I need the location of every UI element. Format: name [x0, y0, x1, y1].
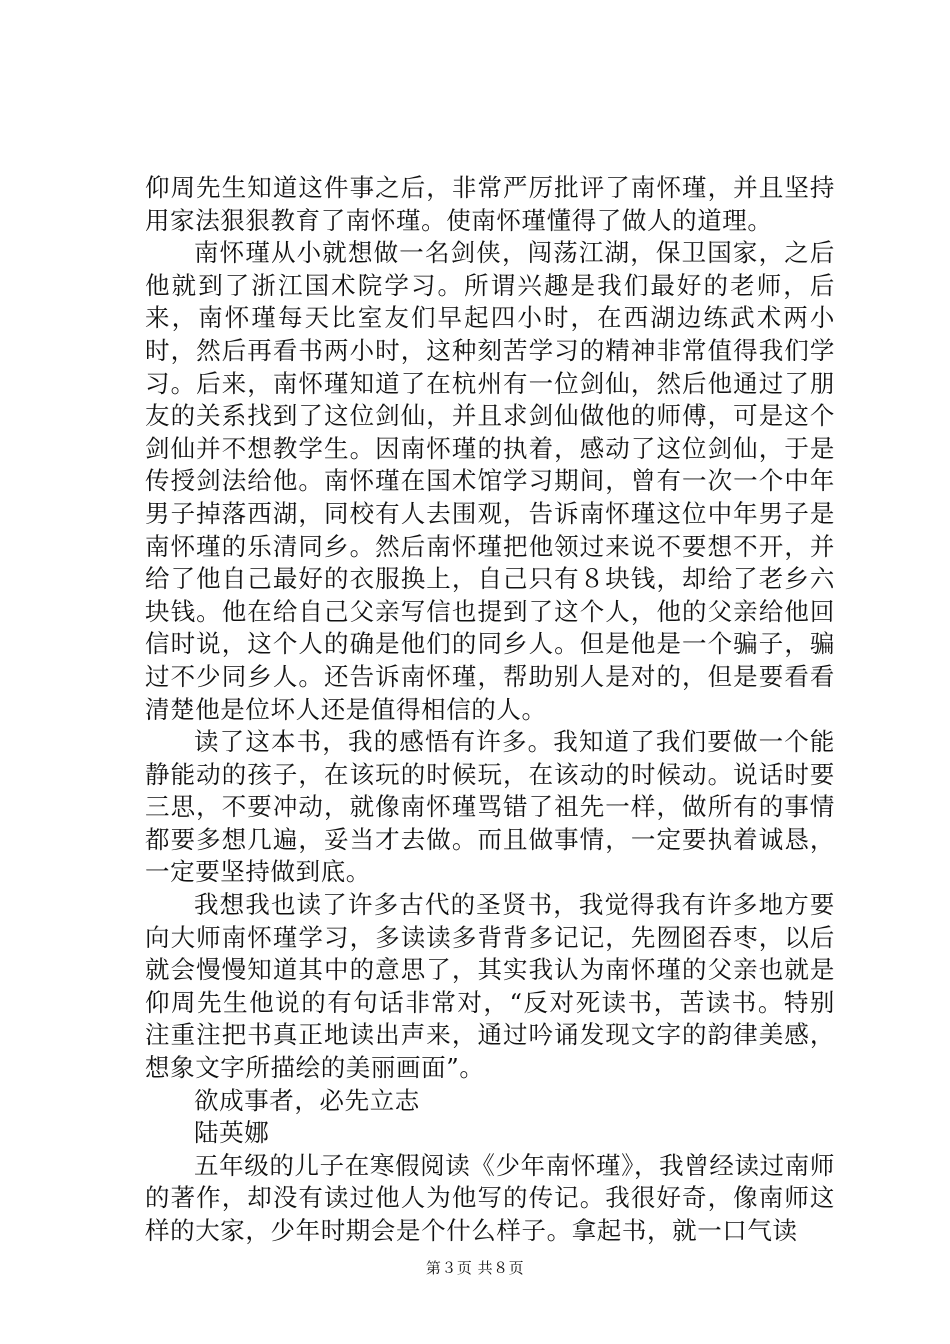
paragraph-final: 五年级的儿子在寒假阅读《少年南怀瑾》，我曾经读过南师的著作，却没有读过他人为他写的传记。我很好奇，像南师这样的大家，少年时期会是个什么样子。拿起书，就一口气读: [145, 1150, 835, 1245]
essay-title: 欲成事者，必先立志: [194, 1085, 420, 1115]
document-body: [145, 172, 835, 1248]
paragraph-sword-training: 南怀瑾从小就想做一名剑侠，闯荡江湖，保卫国家，之后他就到了浙江国术院学习。所谓兴趣是我们最好的老师，后来，南怀瑾每天比室友们早起四小时，在西湖边练武术两小时，然后再看书两小时，这种刻苦学习的精神非常值得我们学习。后来，南怀瑾知道了在杭州有一位剑仙，然后他通过了朋友的关系找到了这位剑仙，并且求剑仙做他的师傅，可是这个剑仙并不想教学生。因南怀瑾的执着，感动了这位剑仙，于是传授剑法给他。南怀瑾在国术馆学习期间，曾有一次一个中年男子掉落西湖，同校有人去围观，告诉南怀瑾这位中年男子是南怀瑾的乐清同乡。然后南怀瑾把他领过来说不要想不开，并给了他自己最好的衣服换上，自己只有８块钱，却给了老乡六块钱。他在给自己父亲写信也提到了这个人，他的父亲给他回信时说，这个人的确是他们的同乡人。但是他是一个骗子，骗过不少同乡人。还告诉南怀瑾，帮助别人是对的，但是要看看清楚他是位坏人还是值得相信的人。: [145, 238, 835, 724]
paragraph-continued: 仰周先生知道这件事之后，非常严厉批评了南怀瑾，并且坚持用家法狠狠教育了南怀瑾。使南怀瑾懂得了做人的道理。: [145, 173, 835, 235]
paragraph-reflection: 读了这本书，我的感悟有许多。我知道了我们要做一个能静能动的孩子，在该玩的时候玩，在该动的时候动。说话时要三思，不要冲动，就像南怀瑾骂错了祖先一样，做所有的事情都要多想几遍，妥当才去做。而且做事情，一定要执着诚恳，一定要坚持做到底。: [145, 727, 835, 887]
page-number-footer: 第３页 共８页: [425, 1259, 525, 1277]
paragraph-reading-advice: 我想我也读了许多古代的圣贤书，我觉得我有许多地方要向大师南怀瑾学习，多读读多背背多记记，先囫囵吞枣，以后就会慢慢知道其中的意思了，其实我认为南怀瑾的父亲也就是仰周先生他说的有句话非常对，“反对死读书，苦读书。特别注重注把书真正地读出声来，通过吟诵发现文字的韵律美感，想象文字所描绘的美丽画面”。: [145, 890, 835, 1083]
essay-author: 陆英娜: [194, 1118, 270, 1148]
